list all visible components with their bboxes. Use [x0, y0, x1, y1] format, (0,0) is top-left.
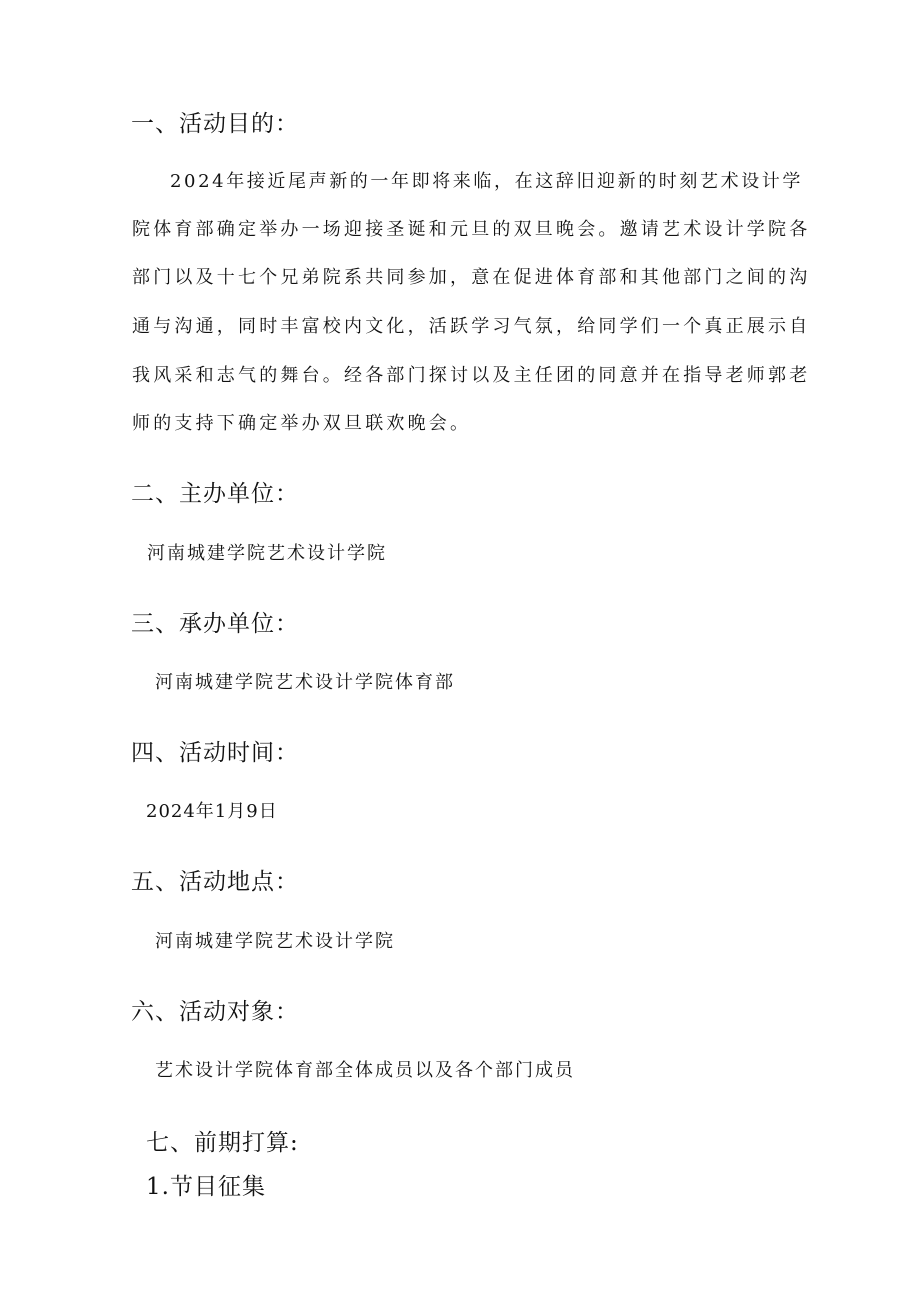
- audience-text: 艺术设计学院体育部全体成员以及各个部门成员: [155, 1060, 575, 1081]
- section-heading-purpose: 一、活动目的：: [131, 111, 299, 137]
- section-heading-organizer: 三、承办单位：: [131, 611, 299, 637]
- section-heading-audience: 六、活动对象：: [131, 999, 299, 1025]
- paragraph-line: 部门以及十七个兄弟院系共同参加，意在促进体育部和其他部门之间的沟: [132, 267, 811, 288]
- paragraph-line: 通与沟通，同时丰富校内文化，活跃学习气氛，给同学们一个真正展示自: [132, 316, 811, 337]
- paragraph-line: 师的支持下确定举办双旦联欢晚会。: [132, 413, 472, 434]
- host-unit-text: 河南城建学院艺术设计学院: [147, 543, 387, 564]
- section-heading-location: 五、活动地点：: [131, 869, 299, 895]
- preparation-item-1: 1.节目征集: [146, 1174, 266, 1200]
- location-text: 河南城建学院艺术设计学院: [155, 931, 395, 952]
- paragraph-line: 我风采和志气的舞台。经各部门探讨以及主任团的同意并在指导老师郭老: [132, 365, 811, 386]
- section-heading-time: 四、活动时间：: [131, 740, 299, 766]
- section-heading-host: 二、主办单位：: [131, 481, 299, 507]
- paragraph-line: 2024年接近尾声新的一年即将来临，在这辞旧迎新的时刻艺术设计学: [170, 171, 804, 192]
- paragraph-line: 院体育部确定举办一场迎接圣诞和元旦的双旦晚会。邀请艺术设计学院各: [132, 219, 811, 240]
- organizer-unit-text: 河南城建学院艺术设计学院体育部: [155, 672, 455, 693]
- section-heading-preparation: 七、前期打算:: [146, 1130, 299, 1156]
- event-date-text: 2024年1月9日: [146, 801, 278, 822]
